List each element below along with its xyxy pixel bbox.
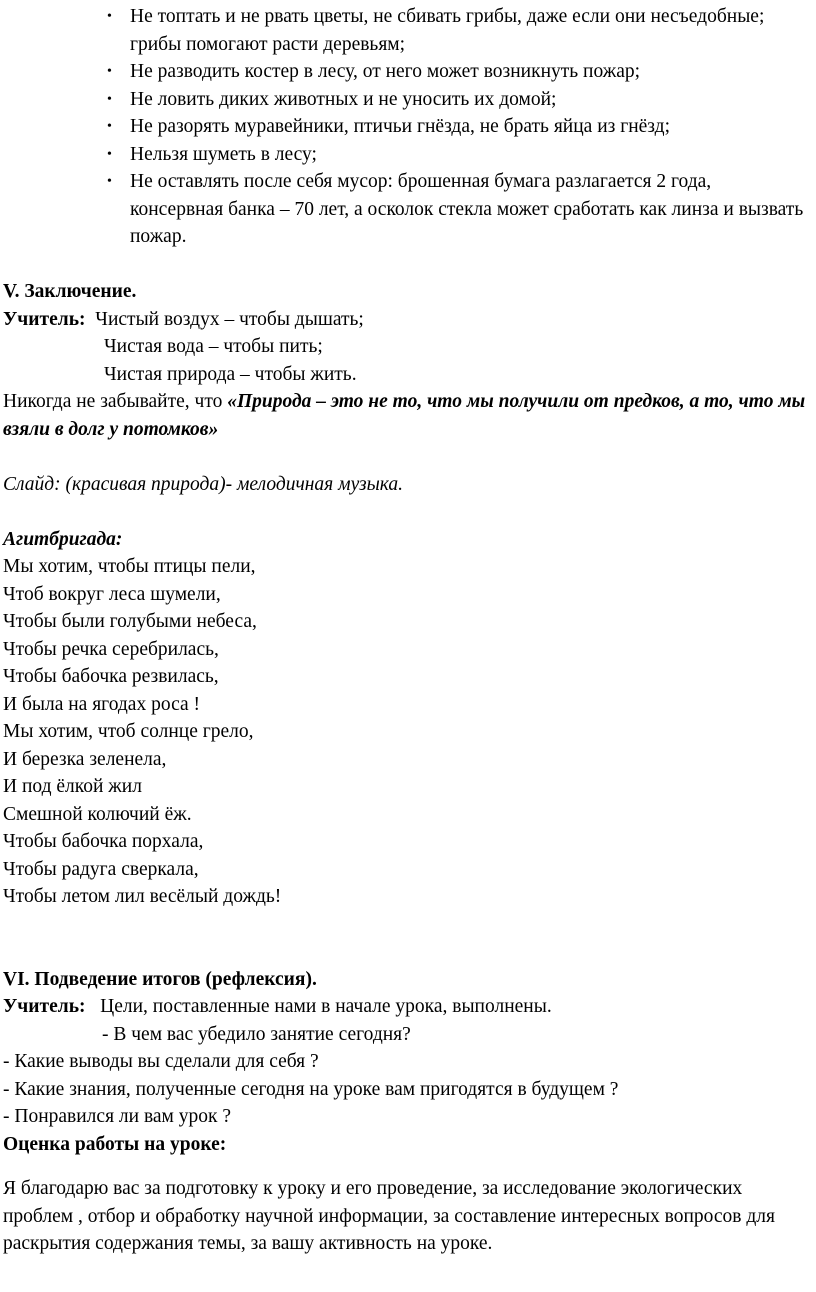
list-item bbox=[107, 58, 806, 86]
bullet-icon: • bbox=[107, 64, 112, 79]
summary-question-2: - Какие выводы вы сделали для себя ? bbox=[3, 1051, 319, 1072]
poem-line: И была на ягодах роса ! bbox=[3, 693, 200, 715]
poem-line: Смешной колючий ёж. bbox=[3, 803, 192, 825]
poem-line: Чтобы бабочка резвилась, bbox=[3, 666, 219, 687]
teacher-label: Учитель: bbox=[3, 308, 86, 330]
spacer bbox=[3, 251, 806, 279]
forest-rules-list bbox=[3, 3, 806, 251]
list-item bbox=[107, 86, 806, 114]
spacer bbox=[3, 443, 806, 471]
poem-line: Чтобы бабочка порхала, bbox=[3, 831, 204, 852]
teacher-line bbox=[3, 306, 806, 334]
summary-teacher-text: Цели, поставленные нами в начале урока, выполнены. bbox=[100, 996, 552, 1017]
slide-note: Слайд: (красивая природа)- мелодичная музыка. bbox=[3, 473, 404, 495]
conclusion-line-3: Чистая природа – чтобы жить. bbox=[104, 363, 357, 385]
bullet-icon: • bbox=[107, 9, 112, 24]
rule-text: Нельзя шуметь в лесу; bbox=[130, 143, 317, 165]
poem-line: Чтобы были голубыми небеса, bbox=[3, 611, 257, 632]
spacer bbox=[3, 911, 806, 966]
list-item bbox=[107, 113, 806, 141]
quote-text: «Природа – это не то, что мы получили от предков, а то, что мы взяли в долг у потомков» bbox=[3, 391, 806, 440]
rule-text: Не разводить костер в лесу, от него может возникнуть пожар; bbox=[130, 61, 641, 82]
list-item bbox=[107, 141, 806, 169]
conclusion-line-1: Чистый воздух – чтобы дышать; bbox=[95, 308, 364, 330]
bullet-icon: • bbox=[107, 146, 112, 162]
poem-line: И под ёлкой жил bbox=[3, 776, 142, 797]
quote-prefix: Никогда не забывайте, что bbox=[3, 391, 228, 412]
list-item bbox=[107, 168, 806, 251]
spacer bbox=[3, 498, 806, 526]
bullet-icon: • bbox=[107, 119, 112, 134]
summary-question-3: - Какие знания, полученные сегодня на уроке вам пригодятся в будущем ? bbox=[3, 1078, 619, 1100]
agit-poem bbox=[3, 553, 806, 911]
rule-text: Не ловить диких животных и не уносить их домой; bbox=[130, 88, 557, 110]
summary-teacher-line bbox=[3, 993, 806, 1021]
poem-line: Чтобы летом лил весёлый дождь! bbox=[3, 886, 282, 907]
conclusion-heading: V. Заключение. bbox=[3, 281, 137, 302]
quote-paragraph bbox=[3, 388, 806, 443]
poem-line: Чтобы речка серебрилась, bbox=[3, 638, 219, 660]
summary-question-4: - Понравился ли вам урок ? bbox=[3, 1106, 232, 1127]
rule-text: Не оставлять после себя мусор: брошенная бумага разлагается 2 года, консервная банка – 70 лет, а осколок стекла может сработать как линза и вызвать пожар. bbox=[130, 171, 804, 247]
poem-line: Чтоб вокруг леса шумели, bbox=[3, 583, 221, 605]
rule-text: Не топтать и не рвать цветы, не сбивать грибы, даже если они несъедобные; грибы помогают расти деревьям; bbox=[130, 6, 765, 55]
poem-line: Мы хотим, чтоб солнце грело, bbox=[3, 721, 254, 742]
rule-text: Не разорять муравейники, птичьи гнёзда, не брать яйца из гнёзд; bbox=[130, 116, 670, 137]
poem-line: Мы хотим, чтобы птицы пели, bbox=[3, 556, 256, 577]
bullet-icon: • bbox=[107, 174, 112, 189]
conclusion-line-2: Чистая вода – чтобы пить; bbox=[104, 336, 323, 357]
poem-line: Чтобы радуга сверкала, bbox=[3, 858, 199, 880]
agit-heading: Агитбригада: bbox=[3, 528, 123, 550]
list-item bbox=[107, 3, 806, 58]
teacher-label: Учитель: bbox=[3, 996, 86, 1017]
closing-paragraph: Я благодарю вас за подготовку к уроку и его проведение, за исследование экологических проблем , отбор и обработку научной информации, за составление интересных вопросов для раскрытия содержания темы, за вашу активность на уроке. bbox=[3, 1178, 776, 1254]
summary-heading: VI. Подведение итогов (рефлексия). bbox=[3, 968, 317, 990]
summary-question-1: - В чем вас убедило занятие сегодня? bbox=[102, 1023, 411, 1045]
evaluation-heading: Оценка работы на уроке: bbox=[3, 1133, 227, 1155]
bullet-icon: • bbox=[107, 91, 112, 107]
poem-line: И березка зеленела, bbox=[3, 748, 167, 770]
